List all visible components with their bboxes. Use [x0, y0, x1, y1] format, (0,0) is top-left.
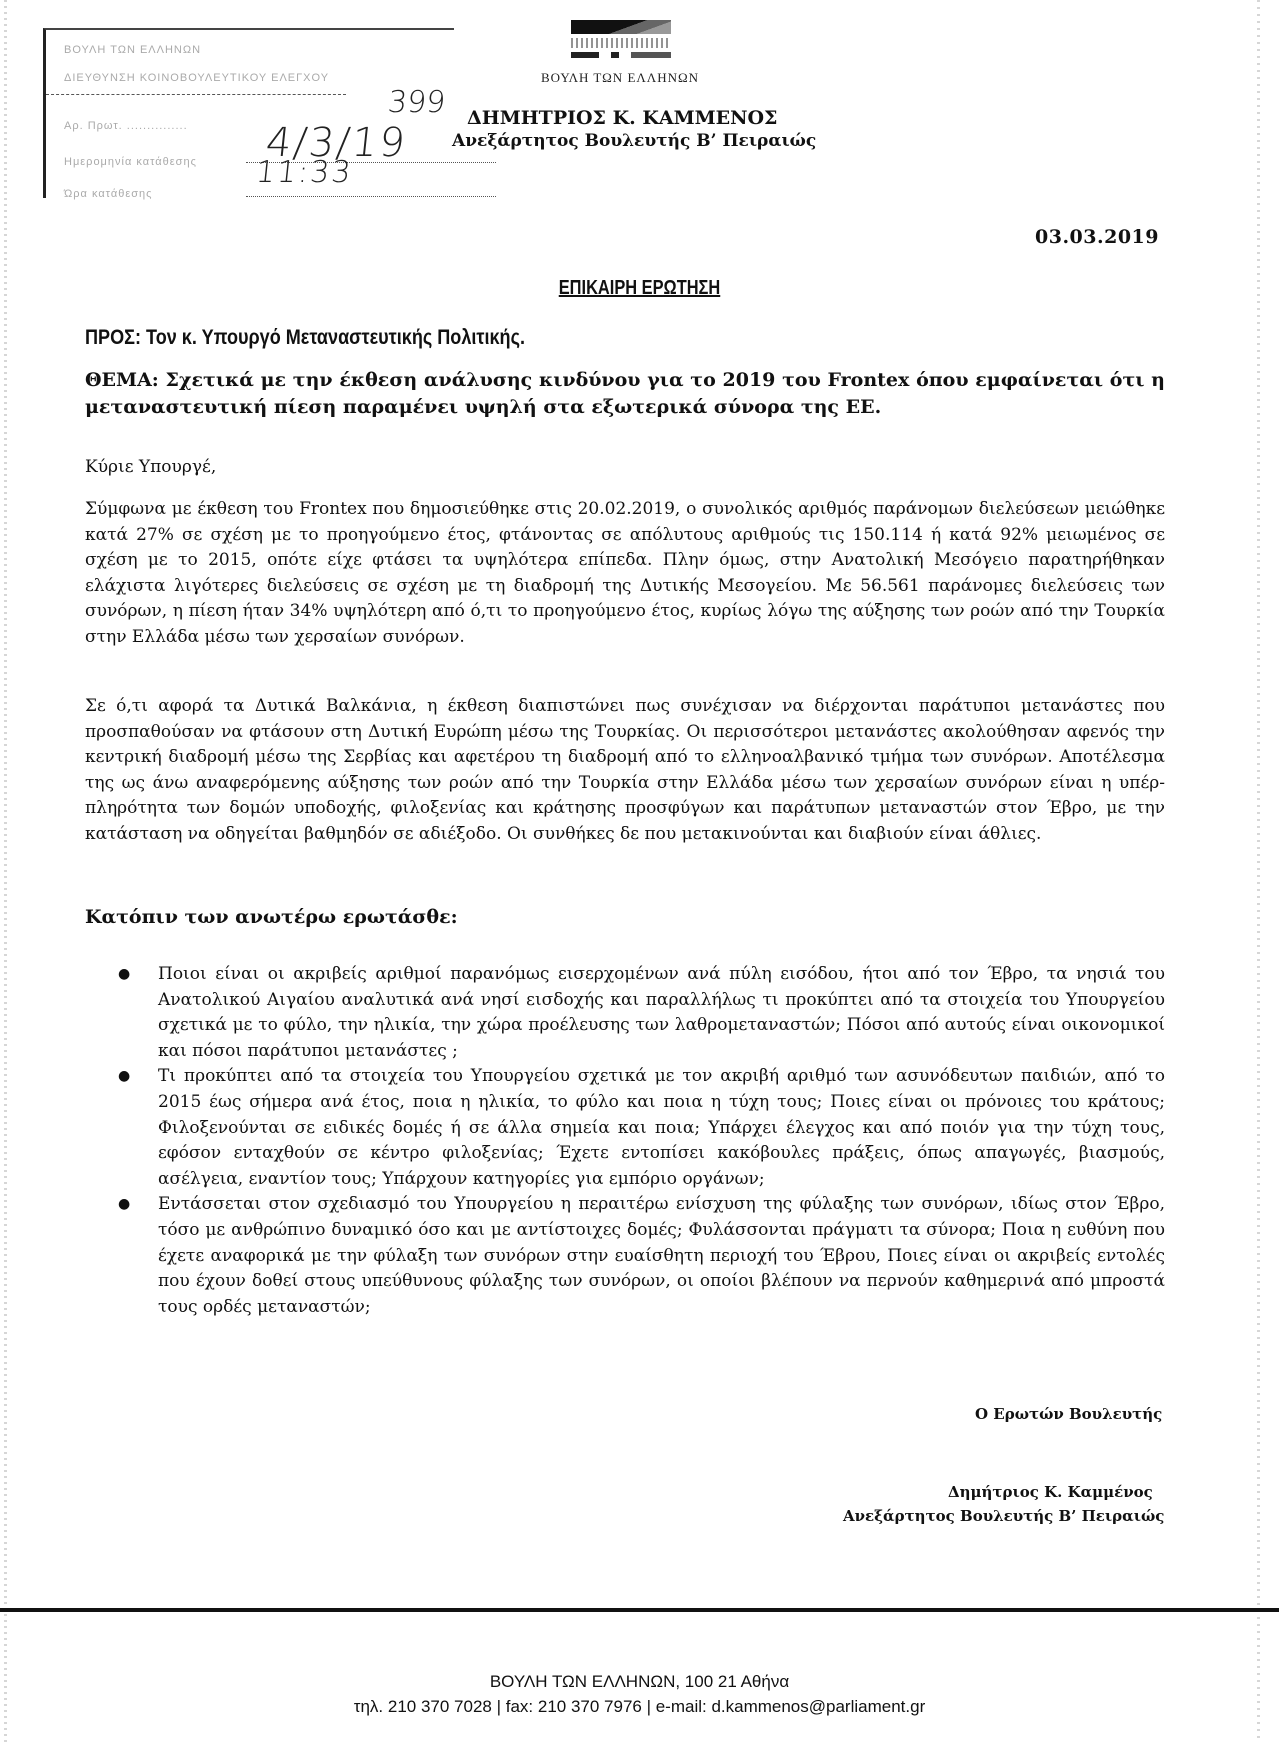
document-date: 03.03.2019: [1035, 226, 1159, 248]
questions-list: [118, 962, 1165, 1320]
stamp-divider: [46, 94, 346, 95]
stamp-line: Ημερομηνία κατάθεσης: [64, 156, 197, 168]
handwritten-filing-time: 11:33: [254, 155, 355, 190]
salutation: Κύριε Υπουργέ,: [85, 457, 217, 477]
bullet-icon: ●: [118, 1068, 131, 1085]
question-text: Εντάσσεται στον σχεδιασμό του Υπουργείου η περαιτέρω ενίσχυση της φύλαξης των συνόρων, ιδίως στον Έβρο, τόσο με ανθρώπινο δυναμικό όσο και με αντίστοιχες δομές; Φυλάσσονται πράγματι τα σύνορα; Ποια η ευθύνη που έχετε αναφορικά με την φύλαξη των συνόρων στην ευαίσθητη περιοχή του Έβρου, Ποιες είναι οι ακριβείς εντολές που έχουν δοθεί στους υπεύθυνους φύλαξης των συνόρων, οι οποίοι βλέπουν να περνούν καθημερινά από μπροστά τους ορδές μεταναστών;: [158, 1194, 1165, 1317]
handwritten-filing-date: 4/3/19: [263, 120, 410, 166]
subject-line: ΘΕΜΑ: Σχετικά με την έκθεση ανάλυσης κινδύνου για το 2019 του Frontex όπου εμφαίνεται ότι η μεταναστευτική πίεση παραμένει υψηλή στα εξωτερικά σύνορα της ΕΕ.: [85, 369, 1165, 418]
signature-title: Ανεξάρτητος Βουλευτής Β’ Πειραιώς: [843, 1507, 1165, 1525]
signature-name: Δημήτριος Κ. Καμμένος: [948, 1483, 1153, 1501]
mp-title: Ανεξάρτητος Βουλευτής Β’ Πειραιώς: [452, 131, 817, 151]
question-item: [118, 1064, 1165, 1192]
question-item: [118, 962, 1165, 1064]
stamp-line: Αρ. Πρωτ. ...............: [64, 120, 188, 132]
question-text: Τι προκύπτει από τα στοιχεία του Υπουργείου σχετικά με τον ακριβή αριθμό των ασυνόδευτων παιδιών, από το 2015 έως σήμερα ανά έτος, ποια η ηλικία, το φύλο και ποια η τύχη τους; Ποιες είναι οι πρόνοιες του κράτους; Φιλοξενούνται σε ειδικές δομές ή σε άλλα σημεία και ποια; Υπάρχει έλεγχος και από ποιόν για την τύχη τους, εφόσον ενταχθούν σε κέντρο φιλοξενίας; Έχετε εντοπίσει κακόβουλες πράξεις, όπως απαγωγές, βιασμούς, ασέλγεια, εναντίον τους; Υπάρχουν κατηγορίες για εμπόριο οργάνων;: [158, 1066, 1165, 1189]
document-type-heading: ΕΠΙΚΑΙΡΗ ΕΡΩΤΗΣΗ: [558, 277, 721, 299]
scan-edge-artifact-left: [4, 0, 7, 1743]
stamp-line: ΔΙΕΥΘΥΝΣΗ ΚΟΙΝΟΒΟΥΛΕΥΤΙΚΟΥ ΕΛΕΓΧΟΥ: [64, 72, 330, 84]
question-item: [118, 1192, 1165, 1320]
body-paragraph: Σε ό,τι αφορά τα Δυτικά Βαλκάνια, η έκθεση διαπιστώνει πως συνέχισαν να διέρχονται παράτυποι μετανάστες που προσπαθούσαν να φτάσουν στη Δυτική Ευρώπη μέσω της Τουρκίας. Οι περισσότεροι μετανάστες ακολούθησαν αφενός την κεντρική διαδρομή μέσω της Σερβίας και αφετέρου τη διαδρομή από το ελληνοαλβανικό τμήμα των συνόρων. Αποτέλεσμα της ως άνω αναφερόμενης αύξησης των ροών από την Τουρκία στην Ελλάδα μέσω των χερσαίων συνόρων είναι η υπέρ-πληρότητα των δομών υποδοχής, φιλοξενίας και κράτησης προσφύγων και παράτυπων μεταναστών στον Έβρο, με την κατάσταση να οδηγείται βαθμηδόν σε αδιέξοδο. Οι συνθήκες δε που μετακινούνται και διαβιούν είναι άθλιες.: [85, 696, 1165, 844]
bullet-icon: ●: [118, 1196, 131, 1213]
parliament-name: ΒΟΥΛΗ ΤΩΝ ΕΛΛΗΝΩΝ: [540, 70, 700, 85]
parliament-logo-icon: [571, 20, 671, 66]
signature-role: Ο Ερωτών Βουλευτής: [975, 1405, 1163, 1423]
bullet-icon: ●: [118, 966, 131, 982]
handwritten-protocol-number: 399: [386, 85, 448, 120]
scan-edge-artifact-right: [1257, 0, 1260, 1743]
questions-heading: Κατόπιν των ανωτέρω ερωτάσθε:: [85, 906, 458, 928]
stamp-dotted-line: [246, 196, 496, 197]
body-paragraph: Σύμφωνα με έκθεση του Frontex που δημοσιεύθηκε στις 20.02.2019, ο συνολικός αριθμός παράνομων διελεύσεων μειώθηκε κατά 27% σε σχέση με το προηγούμενο έτος, φτάνοντας σε απόλυτους αριθμούς τις 150.114 ή κατά 92% μειωμένος σε σχέση με το 2015, οπότε είχε φτάσει τα υψηλότερα επίπεδα. Πλην όμως, στην Ανατολική Μεσόγειο παρατηρήθηκαν ελάχιστα λιγότερες διελεύσεις σε σχέση με τη διαδρομή της Δυτικής Μεσογείου. Με 56.561 παράνομες διελεύσεις των συνόρων, η πίεση ήταν 34% υψηλότερη από ό,τι το προηγούμενο έτος, κυρίως λόγω της αύξησης των ροών από την Τουρκία στην Ελλάδα μέσω των χερσαίων συνόρων.: [85, 499, 1165, 647]
stamp-line: ΒΟΥΛΗ ΤΩΝ ΕΛΛΗΝΩΝ: [64, 44, 202, 56]
addressee-line: ΠΡΟΣ: Τον κ. Υπουργό Μεταναστευτικής Πολιτικής.: [85, 326, 525, 349]
footer-divider: [0, 1608, 1279, 1612]
question-text: Ποιοι είναι οι ακριβείς αριθμοί παρανόμως εισερχομένων ανά πύλη εισόδου, ήτοι από τον Έβρο, τα νησιά του Ανατολικού Αιγαίου αναλυτικά ανά νησί εισδοχής και παραλλήλως τι προκύπτει από τα στοιχεία του Υπουργείου σχετικά με το φύλο, την ηλικία, την χώρα προέλευσης των λαθρομεταναστών; Πόσοι από αυτούς είναι οικονομικοί και πόσοι παράτυποι μετανάστες ;: [158, 964, 1165, 1061]
footer-contact: τηλ. 210 370 7028 | fax: 210 370 7976 | e-mail: d.kammenos@parliament.gr: [353, 1697, 926, 1716]
stamp-line: Ώρα κατάθεσης: [64, 188, 153, 200]
mp-name: ΔΗΜΗΤΡΙΟΣ Κ. ΚΑΜΜΕΝΟΣ: [467, 107, 778, 129]
footer-address: ΒΟΥΛΗ ΤΩΝ ΕΛΛΗΝΩΝ, 100 21 Αθήνα: [489, 1672, 790, 1691]
